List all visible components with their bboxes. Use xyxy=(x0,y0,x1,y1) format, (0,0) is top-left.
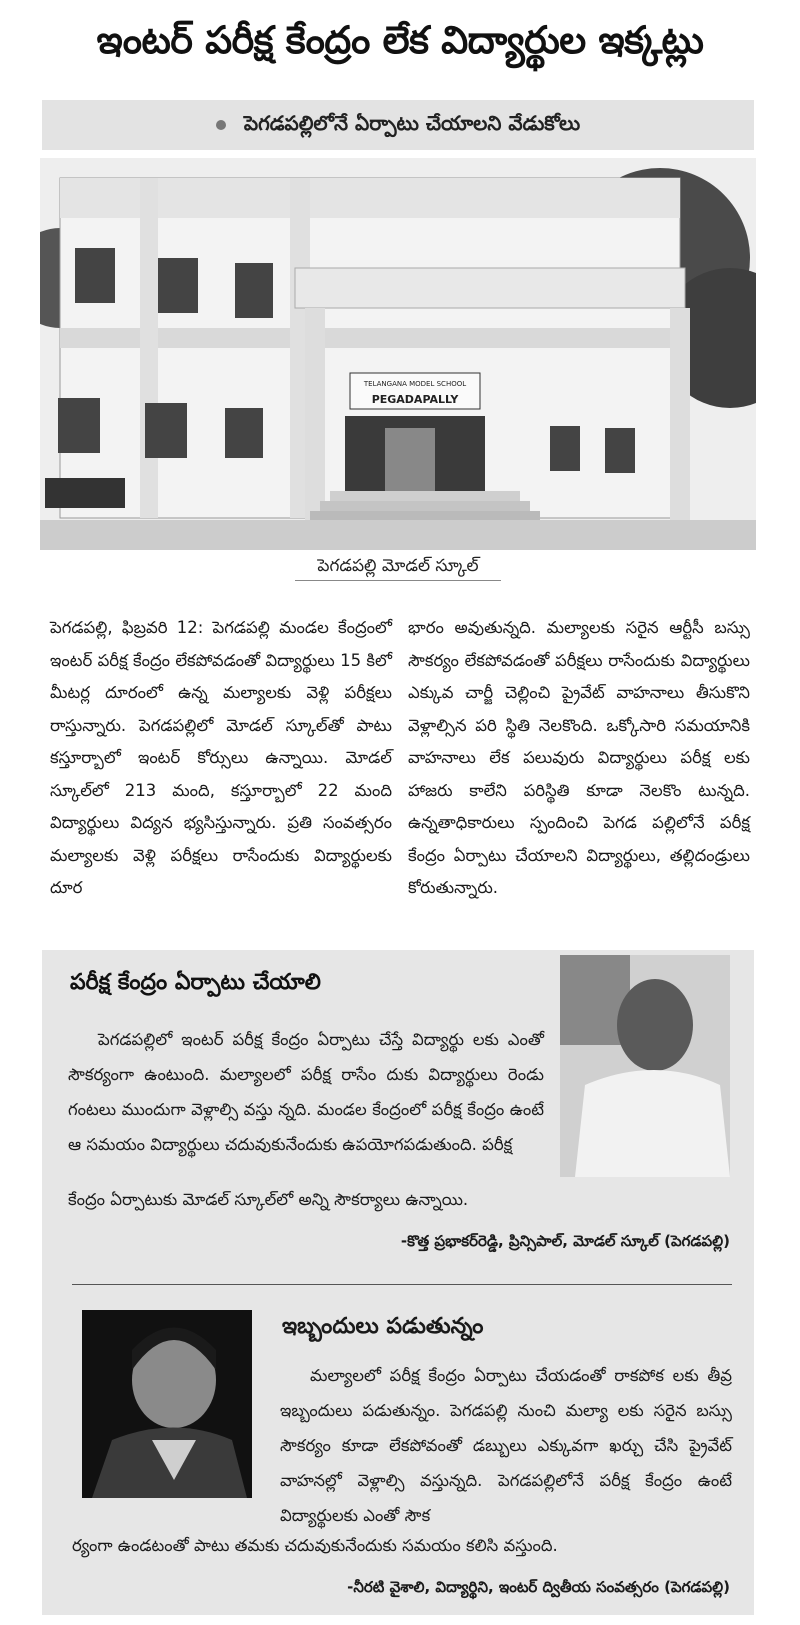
bullet-icon xyxy=(216,120,226,130)
article-column-1-text: పెగడపల్లి, ఫిబ్రవరి 12: పెగడపల్లి మండల కేంద్రంలో ఇంటర్ పరీక్ష కేంద్రం లేకపోవడంతో విద్యార్థులు 15 కిలో మీటర్ల దూరంలో ఉన్న మల్యాలకు వెళ్లి పరీక్షలు రాస్తున్నారు. పెగడపల్లిలో మోడల్ స్కూల్‌తో పాటు కస్తూర్బాలో ఇంటర్ కోర్సులు ఉన్నాయి. మోడల్ స్కూల్‌లో 213 మంది, కస్తూర్బాలో 22 మంది విద్యార్థులు విద్యన భ్యసిస్తున్నారు. ప్రతి సంవత్సరం మల్యాలకు వెళ్లి పరీక్షలు రాసేందుకు విద్యార్థులకు దూర xyxy=(50,618,392,897)
subhead-banner xyxy=(42,100,754,150)
subhead-text: పెగడపల్లిలోనే ఏర్పాటు చేయాలని వేడుకోలు xyxy=(243,110,581,135)
quote2-text-tail: ర్యంగా ఉండటంతో పాటు తమకు చదువుకునేందుకు సమయం కలిసి వస్తుంది. xyxy=(72,1536,558,1555)
student-portrait xyxy=(82,1310,252,1498)
quote2-heading: ఇబ్బందులు పడుతున్నం xyxy=(282,1314,484,1339)
headline: ఇంటర్ పరీక్ష కేంద్రం లేక విద్యార్థుల ఇక్కట్లు xyxy=(96,18,704,62)
quote1-text-tail: కేంద్రం ఏర్పాటుకు మోడల్ స్కూల్‌లో అన్ని సౌకర్యాలు ఉన్నాయి. xyxy=(68,1190,469,1209)
quote2-attribution: -నీరటి వైశాలి, విద్యార్థిని, ఇంటర్ ద్వితీయ సంవత్సరం (పెగడపల్లి) xyxy=(347,1578,730,1596)
school-building-photo xyxy=(40,158,756,550)
article-body xyxy=(50,612,750,942)
article-column-2-text: భారం అవుతున్నది. మల్యాలకు సరైన ఆర్టీసీ బస్సు సౌకర్యం లేకపోవడంతో పరీక్షలు రాసేందుకు విద్యార్థులు ఎక్కువ చార్జీ చెల్లించి ప్రైవేట్ వాహనాలు తీసుకొని వెళ్లాల్సిన పరి స్థితి నెలకొంది. ఒక్కోసారి సమయానికి వాహనాలు లేక పలువురు విద్యార్థులు పరీక్ష లకు హాజరు కాలేని పరిస్థితి కూడా నెలకొం టున్నది. ఉన్నతాధికారులు స్పందించి పెగడ పల్లిలోనే పరీక్ష కేంద్రం ఏర్పాటు చేయాలని విద్యార్థులు, తల్లిదండ్రులు కోరుతున్నారు. xyxy=(408,618,750,897)
principal-portrait xyxy=(560,955,730,1177)
student-photo xyxy=(82,1310,252,1498)
article-column-2 xyxy=(408,612,750,942)
quote1-heading: పరీక్ష కేంద్రం ఏర్పాటు చేయాలి xyxy=(70,970,321,995)
sign-line2: PEGADAPALLY xyxy=(371,393,459,406)
quote-divider xyxy=(72,1284,732,1285)
photo-caption xyxy=(40,556,756,580)
article-column-1 xyxy=(50,612,392,942)
photo-caption-text: పెగడపల్లి మోడల్ స్కూల్ xyxy=(295,556,500,581)
school-building-illustration xyxy=(40,158,756,550)
sign-line1: TELANGANA MODEL SCHOOL xyxy=(363,380,467,388)
quote1-text: పెగడపల్లిలో ఇంటర్ పరీక్ష కేంద్రం ఏర్పాటు చేస్తే విద్యార్థు లకు ఎంతో సౌకర్యంగా ఉంటుంది. మల్యాలలో పరీక్ష రాసేం దుకు విద్యార్థులు రెండు గంటలు ముందుగా వెళ్లాల్సి వస్తు న్నది. మండల కేంద్రంలో పరీక్ష కేంద్రం ఉంటే ఆ సమయం విద్యార్థులు చదువుకునేందుకు ఉపయోగపడుతుంది. పరీక్ష xyxy=(68,1030,544,1154)
quote1-attribution: -కొత్త ప్రభాకర్‌రెడ్డి, ప్రిన్సిపాల్, మోడల్ స్కూల్ (పెగడపల్లి) xyxy=(400,1232,730,1250)
principal-photo xyxy=(560,955,730,1177)
quote2-text: మల్యాలలో పరీక్ష కేంద్రం ఏర్పాటు చేయడంతో రాకపోక లకు తీవ్ర ఇబ్బందులు పడుతున్నం. పెగడపల్లి నుంచి మల్యా లకు సరైన బస్సు సౌకర్యం కూడా లేకపోవంతో డబ్బులు ఎక్కువగా ఖర్చు చేసి ప్రైవేట్ వాహనల్లో వెళ్లాల్సి వస్తున్నది. పెగడపల్లిలోనే పరీక్ష కేంద్రం ఉంటే విద్యార్థులకు ఎంతో సౌక xyxy=(280,1366,732,1525)
